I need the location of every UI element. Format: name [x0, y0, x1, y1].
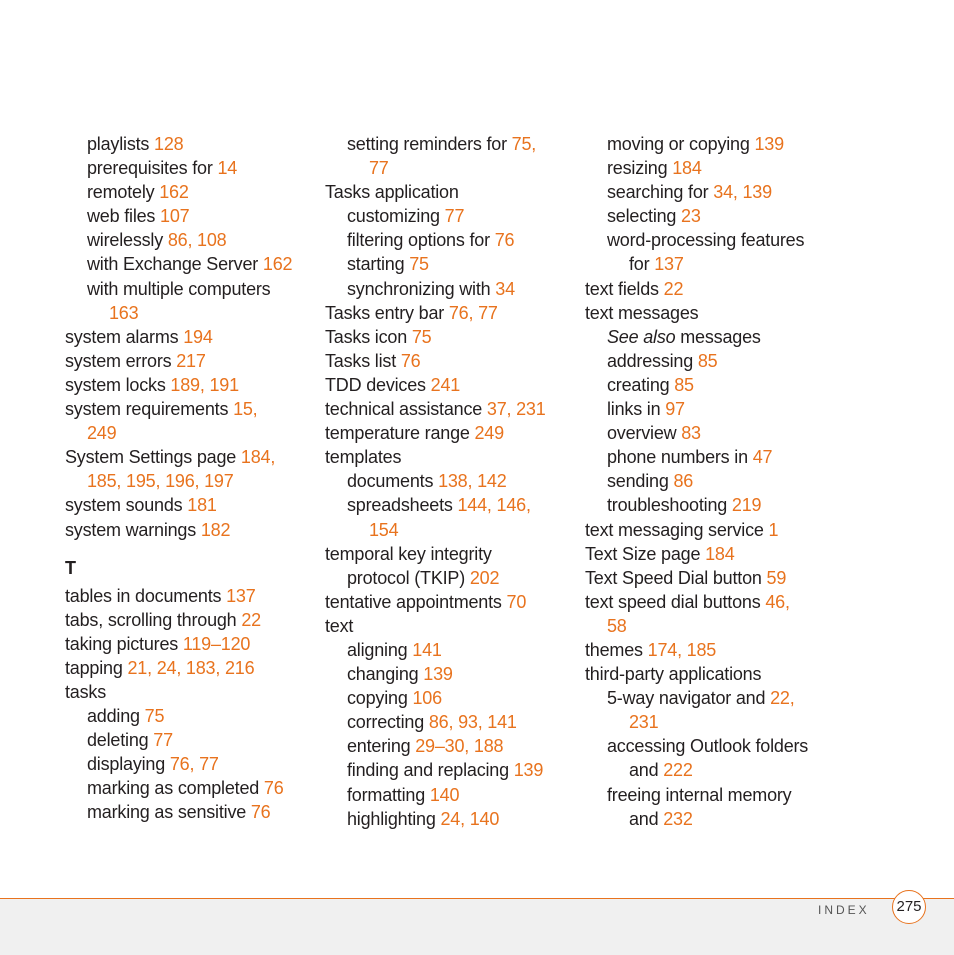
index-entry [585, 252, 835, 276]
page-reference-link[interactable]: 174, 185 [647, 639, 717, 660]
index-term: moving or copying [607, 134, 755, 154]
index-entry [325, 734, 575, 758]
index-entry [585, 421, 835, 445]
page-reference-link[interactable]: 86, 93, 141 [428, 712, 517, 733]
index-term: text messages [585, 302, 699, 323]
index-entry [325, 758, 575, 782]
page-reference-link[interactable]: 70 [506, 591, 527, 612]
page-reference-link[interactable]: 163 [109, 302, 139, 323]
page-reference-link[interactable]: 184, [240, 447, 276, 468]
index-entry [585, 662, 835, 686]
page-reference-link[interactable]: 21, 24, 183, 216 [127, 657, 255, 678]
index-entry [65, 632, 315, 656]
page-reference-link[interactable]: 76 [263, 778, 284, 799]
index-entry [325, 156, 575, 180]
page-reference-link[interactable]: 58 [607, 615, 627, 636]
index-entry [325, 783, 575, 807]
page-reference-link[interactable]: 97 [665, 399, 685, 420]
index-term: Tasks application [325, 182, 459, 203]
page-reference-link[interactable]: 22, [770, 688, 795, 709]
page-reference-link[interactable]: 77 [444, 206, 465, 227]
index-entry [65, 608, 315, 632]
index-term: remotely [87, 182, 160, 203]
index-entry [585, 566, 835, 590]
page-reference-link[interactable]: 75, [511, 134, 537, 154]
page-reference-link[interactable]: 107 [160, 206, 190, 227]
index-term: documents [347, 471, 439, 492]
index-entry [585, 397, 835, 421]
page-reference-link[interactable]: 34 [495, 278, 515, 299]
page-reference-link[interactable]: 140 [429, 784, 460, 805]
index-entry [325, 662, 575, 686]
index-term: highlighting [347, 808, 441, 829]
index-entry [65, 132, 315, 156]
index-entry [585, 638, 835, 662]
index-term: phone numbers in [607, 447, 753, 468]
index-term: templates [325, 447, 402, 468]
index-entry [325, 493, 575, 517]
footer-section-label: INDEX [818, 903, 870, 917]
index-term: word-processing features [607, 230, 805, 251]
index-term: temporal key integrity [325, 543, 492, 564]
index-entry [325, 710, 575, 734]
index-entry [65, 469, 315, 493]
index-term: playlists [87, 134, 155, 154]
page-reference-link[interactable]: 29–30, 188 [415, 736, 504, 757]
page-reference-link[interactable]: 144, 146, [457, 495, 531, 516]
page-reference-link[interactable]: 222 [663, 760, 693, 781]
index-column-3 [585, 132, 835, 831]
page-reference-link[interactable]: 241 [430, 374, 461, 395]
index-entry [325, 228, 575, 252]
page-reference-link[interactable]: 76, 77 [448, 302, 498, 323]
index-entry [325, 252, 575, 276]
index-entry [65, 228, 315, 252]
index-entry [585, 734, 835, 758]
index-entry [65, 445, 315, 469]
index-entry [65, 349, 315, 373]
index-entry [65, 656, 315, 680]
index-entry [585, 493, 835, 517]
index-term: 5-way navigator and [607, 688, 771, 709]
index-term: displaying [87, 754, 170, 775]
page-reference-link[interactable]: 185, 195, 196, 197 [87, 471, 234, 492]
index-entry [585, 518, 835, 542]
index-term: tables in documents [65, 585, 227, 606]
index-term: customizing [347, 206, 445, 227]
index-term: starting [347, 254, 410, 275]
index-term: and [629, 760, 664, 781]
index-term: and [629, 808, 664, 829]
page-reference-link[interactable]: 59 [766, 567, 787, 588]
index-term: system warnings [65, 519, 201, 540]
index-entry [325, 518, 575, 542]
index-term: adding [87, 706, 145, 727]
index-entry [585, 373, 835, 397]
index-entry [585, 710, 835, 734]
index-entry [585, 156, 835, 180]
index-entry [325, 590, 575, 614]
page-reference-link[interactable]: 1 [768, 519, 779, 540]
index-entry [65, 325, 315, 349]
index-term: text [325, 615, 354, 636]
index-entry [325, 638, 575, 662]
index-entry [325, 180, 575, 204]
page-reference-link[interactable]: 14 [217, 158, 238, 179]
page-reference-link[interactable]: 75 [411, 326, 432, 347]
index-term: system sounds [65, 495, 188, 516]
index-entry [65, 518, 315, 542]
index-term: System Settings page [65, 447, 241, 468]
index-term: text fields [585, 278, 664, 299]
index-term: tabs, scrolling through [65, 609, 242, 630]
index-entry [65, 776, 315, 800]
page-reference-link[interactable]: 182 [200, 519, 231, 540]
index-entry [325, 277, 575, 301]
index-entry [585, 301, 835, 325]
page-reference-link[interactable]: 231 [629, 712, 659, 733]
index-term: aligning [347, 639, 413, 660]
index-term: correcting [347, 712, 429, 733]
page-reference-link[interactable]: 76 [494, 230, 515, 251]
page-reference-link[interactable]: 139 [513, 760, 544, 781]
page-reference-link[interactable]: 86 [673, 471, 694, 492]
page-reference-link[interactable]: 219 [731, 495, 762, 516]
page-reference-link[interactable]: 232 [663, 808, 693, 829]
index-term: system errors [65, 350, 177, 371]
index-entry [325, 325, 575, 349]
index-term: searching for [607, 182, 714, 203]
index-term: resizing [607, 158, 673, 179]
page-reference-link[interactable]: 138, 142 [438, 471, 507, 492]
index-column-1 [65, 132, 315, 825]
index-term: selecting [607, 206, 682, 227]
index-term: system locks [65, 374, 171, 395]
page-reference-link[interactable]: 162 [159, 182, 189, 203]
page-reference-link[interactable]: 119–120 [182, 633, 251, 654]
index-term: setting reminders for [347, 134, 512, 154]
page-reference-link[interactable]: 139 [754, 134, 784, 154]
index-term: themes [585, 639, 648, 660]
index-term: spreadsheets [347, 495, 458, 516]
index-entry [585, 228, 835, 252]
page-reference-link[interactable]: 249 [474, 423, 504, 444]
page-reference-link[interactable]: 75 [409, 254, 429, 275]
page-reference-link[interactable]: 75 [144, 706, 165, 727]
index-entry [585, 686, 835, 710]
page-reference-link[interactable]: 128 [154, 134, 184, 154]
index-entry [325, 373, 575, 397]
index-entry [325, 204, 575, 228]
index-entry [325, 566, 575, 590]
index-term: filtering options for [347, 230, 495, 251]
page-reference-link[interactable]: 162 [262, 254, 293, 275]
index-entry [585, 614, 835, 638]
index-term: taking pictures [65, 633, 183, 654]
page-reference-link[interactable]: 106 [412, 688, 442, 709]
index-term: tasks [65, 681, 107, 702]
index-entry [325, 132, 575, 156]
index-entry [325, 397, 575, 421]
index-entry [585, 325, 835, 349]
index-section-letter: T [65, 557, 76, 578]
index-entry [325, 469, 575, 493]
index-entry [65, 680, 315, 704]
page-reference-link[interactable]: 137 [226, 585, 256, 606]
index-entry [585, 349, 835, 373]
index-entry [325, 301, 575, 325]
index-term: Text Size page [585, 543, 706, 564]
index-term: marking as sensitive [87, 802, 251, 823]
index-term: tapping [65, 657, 128, 678]
page-number: 275 [892, 890, 926, 924]
index-entry [65, 301, 315, 325]
index-term: tentative appointments [325, 591, 507, 612]
index-entry [325, 349, 575, 373]
index-entry [585, 445, 835, 469]
page-reference-link[interactable]: 137 [654, 254, 684, 275]
page-reference-link[interactable]: 202 [469, 567, 500, 588]
index-term: accessing Outlook folders [607, 736, 809, 757]
page-reference-link[interactable]: 47 [752, 447, 773, 468]
index-entry [325, 614, 575, 638]
page-reference-link[interactable]: 184 [672, 158, 702, 179]
page-reference-link[interactable]: 77 [153, 730, 173, 751]
index-term: web files [87, 206, 161, 227]
page-reference-link[interactable]: 24, 140 [440, 808, 500, 829]
page-reference-link[interactable]: 181 [187, 495, 217, 516]
index-entry [65, 204, 315, 228]
index-entry [65, 728, 315, 752]
index-entry [585, 180, 835, 204]
index-term: system requirements [65, 399, 234, 420]
page-reference-link[interactable]: 189, 191 [170, 374, 239, 395]
index-term: wirelessly [87, 230, 168, 251]
index-term: temperature range [325, 423, 475, 444]
page-reference-link[interactable]: 139 [423, 664, 453, 685]
index-term: freeing internal memory [607, 784, 792, 805]
index-term: addressing [607, 350, 698, 371]
index-entry [65, 752, 315, 776]
index-entry [585, 469, 835, 493]
index-entry [325, 686, 575, 710]
page-reference-link[interactable]: 141 [412, 639, 442, 660]
page-reference-link[interactable]: 184 [705, 543, 735, 564]
index-term: Text Speed Dial button [585, 567, 767, 588]
index-term: with Exchange Server [87, 254, 263, 275]
index-term: protocol (TKIP) [347, 567, 470, 588]
index-term: creating [607, 374, 675, 395]
index-entry [65, 493, 315, 517]
page-reference-link[interactable]: 217 [176, 350, 206, 371]
index-term: links in [607, 399, 666, 420]
index-term: synchronizing with [347, 278, 496, 299]
index-entry [65, 252, 315, 276]
index-entry [585, 132, 835, 156]
index-entry [585, 277, 835, 301]
index-term: messages [675, 326, 761, 347]
index-term: marking as completed [87, 778, 264, 799]
index-entry [585, 204, 835, 228]
page-reference-link[interactable]: 194 [183, 326, 213, 347]
index-term: finding and replacing [347, 760, 514, 781]
index-term: for [629, 254, 655, 275]
index-term: copying [347, 688, 413, 709]
page-reference-link[interactable]: 22 [663, 278, 684, 299]
index-term: Tasks list [325, 350, 401, 371]
index-entry [65, 180, 315, 204]
index-entry [65, 584, 315, 608]
index-term: TDD devices [325, 374, 431, 395]
index-entry [585, 783, 835, 807]
page-reference-link[interactable]: 86, 108 [167, 230, 227, 251]
index-term: sending [607, 471, 674, 492]
index-entry [585, 758, 835, 782]
page-reference-link[interactable]: 249 [87, 423, 117, 444]
index-term: troubleshooting [607, 495, 732, 516]
page-footer [0, 898, 954, 955]
index-entry [325, 421, 575, 445]
index-term: technical assistance [325, 399, 487, 420]
page-reference-link[interactable]: 154 [369, 519, 399, 540]
index-entry [325, 542, 575, 566]
index-entry [65, 800, 315, 824]
index-term: third-party applications [585, 664, 762, 685]
index-entry [65, 277, 315, 301]
page-reference-link[interactable]: 76, 77 [169, 754, 219, 775]
page-reference-link[interactable]: 46, [765, 591, 790, 612]
index-term: prerequisites for [87, 158, 218, 179]
index-entry [65, 156, 315, 180]
index-term: Tasks icon [325, 326, 412, 347]
see-also-label: See also [607, 326, 676, 347]
index-term: text messaging service [585, 519, 769, 540]
page-reference-link[interactable]: 85 [697, 350, 718, 371]
page-reference-link[interactable]: 85 [674, 374, 694, 395]
index-entry [325, 807, 575, 831]
index-term: overview [607, 423, 682, 444]
index-entry [325, 445, 575, 469]
page-reference-link[interactable]: 23 [681, 206, 701, 227]
index-entry [65, 397, 315, 421]
index-term: Tasks entry bar [325, 302, 449, 323]
index-term: changing [347, 664, 424, 685]
page-reference-link[interactable]: 34, 139 [713, 182, 772, 203]
index-entry [65, 704, 315, 728]
index-entry [585, 807, 835, 831]
index-term: with multiple computers [87, 278, 271, 299]
page-reference-link[interactable]: 15, [233, 399, 258, 420]
page-reference-link[interactable]: 76 [400, 350, 421, 371]
index-entry [585, 542, 835, 566]
index-term: formatting [347, 784, 430, 805]
index-term: system alarms [65, 326, 184, 347]
page-reference-link[interactable]: 22 [241, 609, 261, 630]
index-term: entering [347, 736, 416, 757]
page-reference-link[interactable]: 77 [369, 158, 389, 179]
index-column-2 [325, 132, 575, 831]
index-term: text speed dial buttons [585, 591, 766, 612]
index-entry [65, 373, 315, 397]
index-entry [585, 590, 835, 614]
index-entry [65, 421, 315, 445]
page-reference-link[interactable]: 37, 231 [486, 399, 546, 420]
page-reference-link[interactable]: 83 [681, 423, 701, 444]
page-reference-link[interactable]: 76 [250, 802, 271, 823]
index-term: deleting [87, 730, 154, 751]
